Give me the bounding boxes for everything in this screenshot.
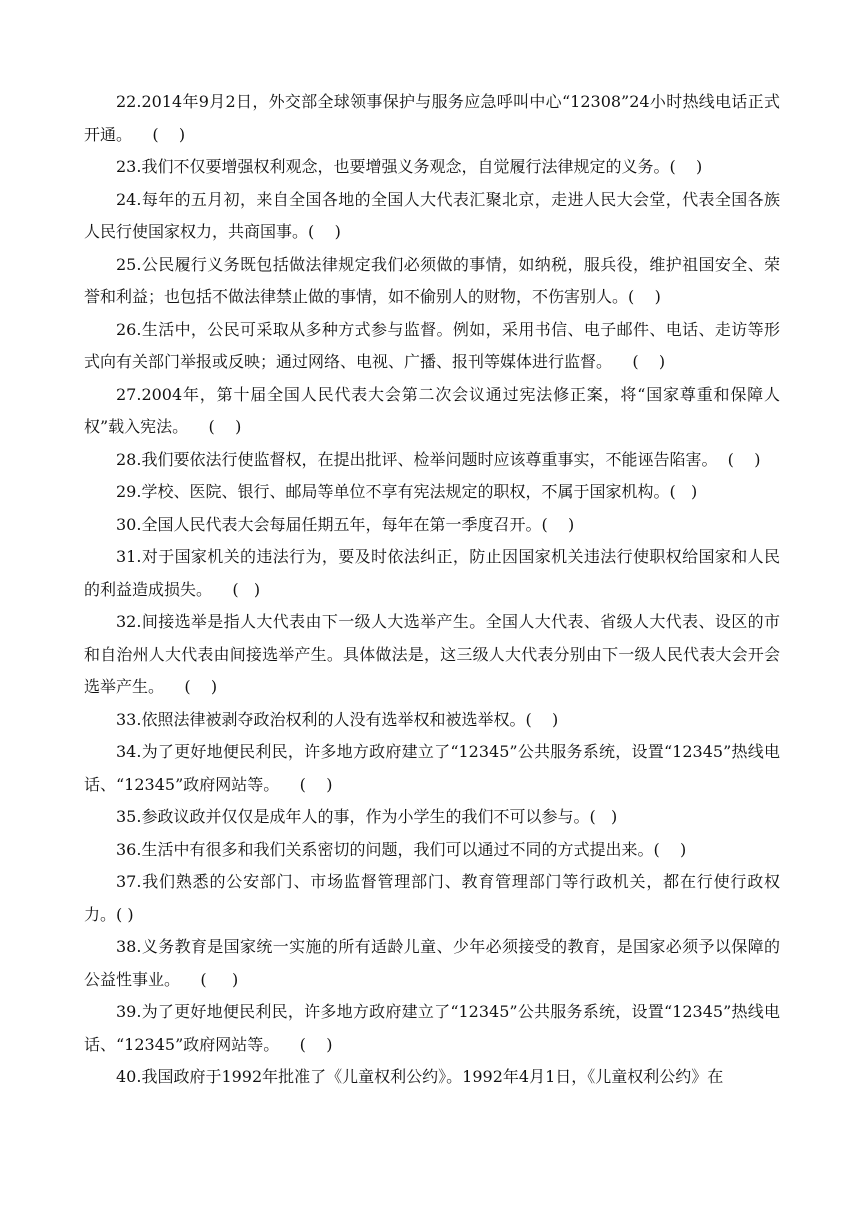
question-item: 22.2014年9月2日，外交部全球领事保护与服务应急呼叫中心“12308”24小时热线电话正式开通。 ( ) (84, 92, 780, 144)
question-item: 33.依照法律被剥夺政治权利的人没有选举权和被选举权。( ) (116, 709, 559, 729)
question-item: 32.间接选举是指人大代表由下一级人大选举产生。全国人大代表、省级人大代表、设区的市和自治州人大代表由间接选举产生。具体做法是，这三级人大代表分别由下一级人民代表大会开会选举产生。 ( ) (84, 612, 780, 696)
question-item: 40.我国政府于1992年批准了《儿童权利公约》。1992年4月1日，《儿童权利公约》在 (116, 1067, 724, 1086)
question-item: 37.我们熟悉的公安部门、市场监督管理部门、教育管理部门等行政机关，都在行使行政权力。( ) (84, 872, 780, 924)
question-item: 35.参政议政并仅仅是成年人的事，作为小学生的我们不可以参与。( ) (116, 807, 618, 826)
question-item: 28.我们要依法行使监督权，在提出批评、检举问题时应该尊重事实，不能诬告陷害。 ( ) (116, 449, 761, 469)
question-list (84, 86, 780, 1094)
question-item: 36.生活中有很多和我们关系密切的问题，我们可以通过不同的方式提出来。( ) (116, 839, 687, 859)
question-item: 39.为了更好地便民利民，许多地方政府建立了“12345”公共服务系统，设置“12345”热线电话、“12345”政府网站等。 ( ) (84, 1002, 780, 1054)
question-item: 38.义务教育是国家统一实施的所有适龄儿童、少年必须接受的教育，是国家必须予以保障的公益性事业。 ( ) (84, 937, 780, 989)
question-item: 25.公民履行义务既包括做法律规定我们必须做的事情，如纳税，服兵役，维护祖国安全、荣誉和利益；也包括不做法律禁止做的事情，如不偷别人的财物，不伤害别人。( ) (84, 254, 780, 306)
question-item: 26.生活中，公民可采取从多种方式参与监督。例如，采用书信、电子邮件、电话、走访等形式向有关部门举报或反映；通过网络、电视、广播、报刊等媒体进行监督。 ( ) (84, 319, 780, 371)
question-item: 24.每年的五月初，来自全国各地的全国人大代表汇聚北京，走进人民大会堂，代表全国各族人民行使国家权力，共商国事。( ) (84, 189, 780, 241)
question-item: 29.学校、医院、银行、邮局等单位不享有宪法规定的职权，不属于国家机构。( ) (116, 482, 698, 501)
question-item: 34.为了更好地便民利民，许多地方政府建立了“12345”公共服务系统，设置“12345”热线电话、“12345”政府网站等。 ( ) (84, 742, 780, 794)
question-item: 23.我们不仅要增强权利观念，也要增强义务观念，自觉履行法律规定的义务。( ) (116, 157, 703, 176)
question-item: 31.对于国家机关的违法行为，要及时依法纠正，防止因国家机关违法行使职权给国家和人民的利益造成损失。 ( ) (84, 547, 780, 599)
question-item: 27.2004年，第十届全国人民代表大会第二次会议通过宪法修正案，将“国家尊重和保障人权”载入宪法。 ( ) (84, 384, 780, 436)
question-item: 30.全国人民代表大会每届任期五年，每年在第一季度召开。( ) (116, 514, 575, 534)
